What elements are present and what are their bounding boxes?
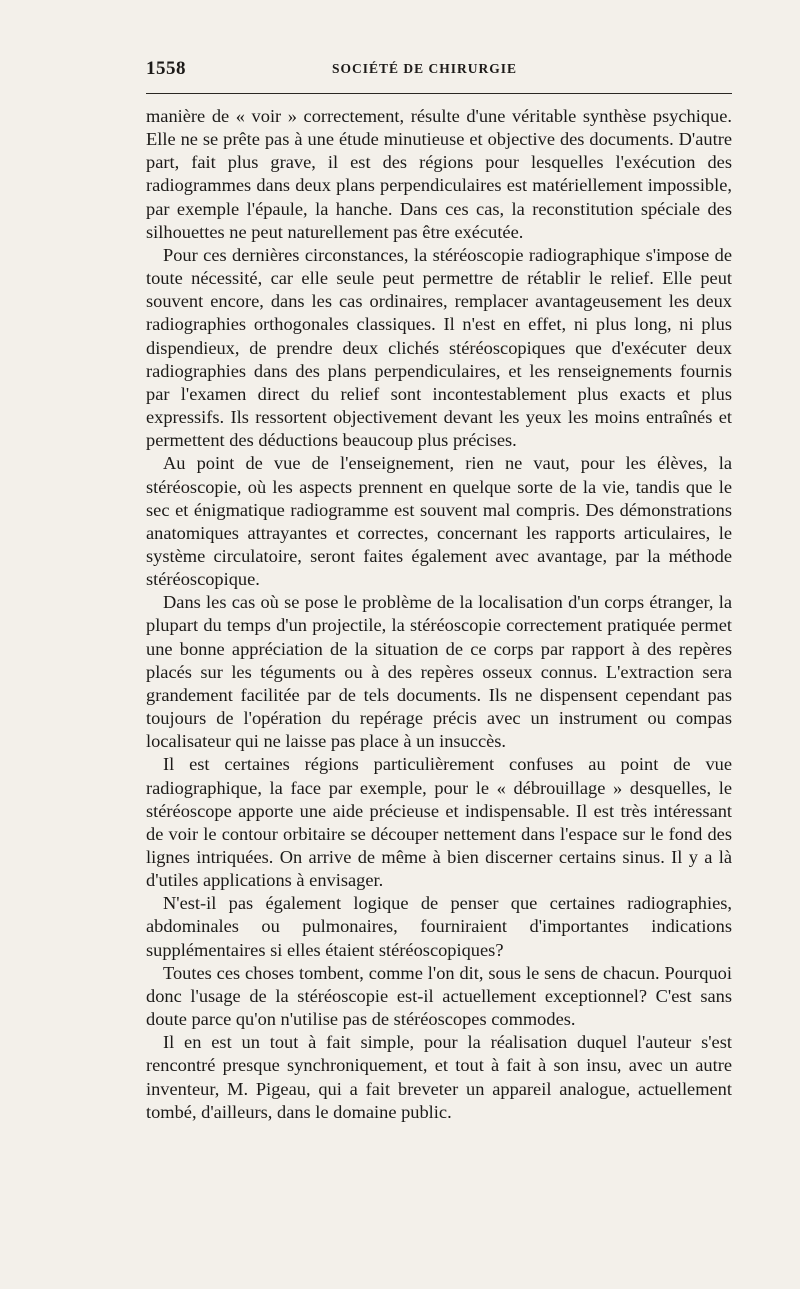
paragraph-abdominal-pulmonary: N'est-il pas également logique de penser que certaines radiographies, abdominales ou pulmonaires, fourniraient d'importantes indications supplémentaires si elles étaient stéréoscopiques? <box>146 893 732 960</box>
paragraph-exceptional-use: Toutes ces choses tombent, comme l'on dit, sous le sens de chacun. Pourquoi donc l'usage de la stéréoscopie est-il actuellement exceptionnel? C'est sans doute parce qu'on n'utilise pas de stéréoscopes commodes. <box>146 962 732 1030</box>
paragraph-confused-regions: Il est certaines régions particulièrement confuses au point de vue radiographique, la face par exemple, pour le « débrouillage » desquelles, le stéréoscope apporte une aide précieuse et indispensable. Il est très intéressant de voir le contour orbitaire se découper nettement dans l'espace sur le fond des lignes intriquées. On arrive de même à bien discerner certains sinus. Il y a là d'utiles applications à envisager. <box>146 754 732 891</box>
paragraph-foreign-body: Dans les cas où se pose le problème de la localisation d'un corps étranger, la plupart du temps d'un projectile, la stéréoscopie correctement pratiquée permet une bonne appréciation de la situation de ce corps par rapport à des repères placés sur les téguments ou à des repères osseux connus. L'extraction sera grandement facilitée par de tels documents. Ils ne dispensent cependant pas toujours de l'opération du repérage précis avec un instrument ou compas localisateur qui ne laisse pas place à un insuccès. <box>146 592 732 752</box>
header-rule <box>146 93 732 94</box>
paragraph-continued: manière de « voir » correctement, résulte d'une véritable synthèse psychique. Elle ne se prête pas à une étude minutieuse et objective des documents. D'autre part, fait plus grave, il est des régions pour lesquelles l'exécution des radiogrammes dans deux plans perpendiculaires est matériellement impossible, par exemple l'épaule, la hanche. Dans ces cas, la reconstitution spéciale des silhouettes ne peut naturellement pas être exécutée. <box>146 106 732 242</box>
journal-title: SOCIÉTÉ DE CHIRURGIE <box>332 61 518 76</box>
paragraph-teaching: Au point de vue de l'enseignement, rien ne vaut, pour les élèves, la stéréoscopie, où les aspects prennent en quelque sorte de la vie, tandis que le sec et énigmatique radiogramme est souvent mal compris. Des démonstrations anatomiques attrayantes et correctes, concernant les rapports articulaires, le système circulatoire, seront faites également avec avantage, par la méthode stéréoscopique. <box>146 453 732 590</box>
running-head <box>146 58 732 82</box>
paragraph-stereoscopy-relief: Pour ces dernières circonstances, la stéréoscopie radiographique s'impose de toute nécessité, car elle seule peut permettre de rétablir le relief. Elle peut souvent encore, dans les cas ordinaires, remplacer avantageusement les deux radiographies orthogonales classiques. Il n'est en effet, ni plus long, ni plus dispendieux, de prendre deux clichés stéréoscopiques que d'exécuter deux radiographies dans des plans perpendiculaires, et les renseignements fournis par l'examen direct du relief sont incontestablement plus exacts et plus expressifs. Ils ressortent objectivement devant les yeux les moins entraînés et permettent des déductions beaucoup plus précises. <box>146 244 732 451</box>
page-number: 1558 <box>146 58 186 79</box>
paragraph-simple-stereoscope: Il en est un tout à fait simple, pour la réalisation duquel l'auteur s'est rencontré presque synchroniquement, et tout à fait à son insu, avec un autre inventeur, M. Pigeau, qui a fait breveter un appareil analogue, actuellement tombé, d'ailleurs, dans le domaine public. <box>146 1032 732 1122</box>
body-text <box>146 105 732 1124</box>
